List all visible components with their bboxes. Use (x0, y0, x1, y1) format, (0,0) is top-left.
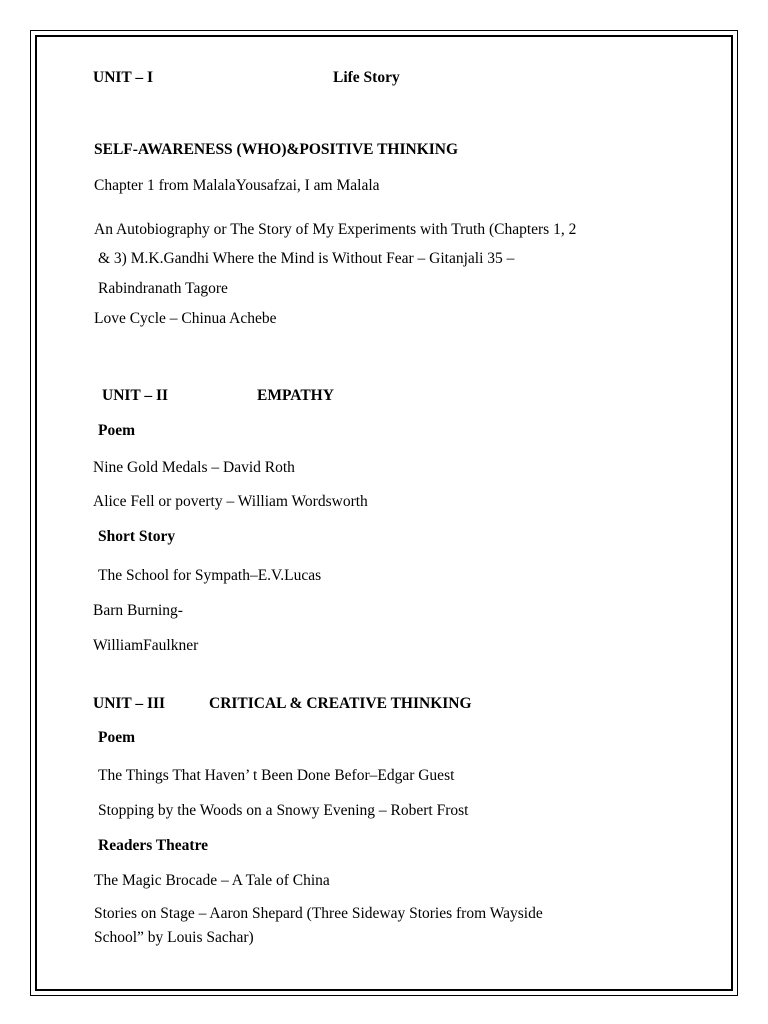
unit-3-label: UNIT – III (93, 695, 166, 712)
unit-3-poem: The Things That Haven’ t Been Done Befor–Edgar Guest (98, 767, 455, 784)
unit-3-theatre-item: Stories on Stage – Aaron Shepard (Three Sideway Stories from Wayside (94, 905, 543, 922)
unit-1-line: Chapter 1 from MalalaYousafzai, I am Malala (94, 177, 380, 194)
unit-2-story: WilliamFaulkner (93, 637, 199, 654)
unit-3-poem: Stopping by the Woods on a Snowy Evening – Robert Frost (98, 802, 469, 819)
unit-1-title: Life Story (333, 69, 400, 86)
unit-2-story-heading: Short Story (98, 528, 176, 545)
unit-1-line: Rabindranath Tagore (98, 280, 228, 297)
unit-1-heading: SELF-AWARENESS (WHO)&POSITIVE THINKING (94, 141, 459, 158)
unit-1-line: Love Cycle – Chinua Achebe (94, 310, 277, 327)
unit-1-line: An Autobiography or The Story of My Experiments with Truth (Chapters 1, 2 (94, 221, 577, 238)
unit-1-label: UNIT – I (93, 69, 154, 86)
unit-2-title: EMPATHY (257, 387, 334, 404)
unit-2-poem: Nine Gold Medals – David Roth (93, 459, 295, 476)
unit-3-theatre-item: School” by Louis Sachar) (94, 929, 254, 946)
unit-1-line: & 3) M.K.Gandhi Where the Mind is Without Fear – Gitanjali 35 – (98, 250, 515, 267)
unit-2-story: Barn Burning- (93, 602, 183, 619)
unit-2-label: UNIT – II (102, 387, 169, 404)
unit-3-title: CRITICAL & CREATIVE THINKING (209, 695, 472, 712)
unit-3-poem-heading: Poem (98, 729, 136, 746)
unit-2-poem-heading: Poem (98, 422, 136, 439)
unit-3-theatre-item: The Magic Brocade – A Tale of China (94, 872, 330, 889)
unit-2-poem: Alice Fell or poverty – William Wordsworth (93, 493, 368, 510)
unit-3-theatre-heading: Readers Theatre (98, 837, 209, 854)
unit-2-story: The School for Sympath–E.V.Lucas (98, 567, 322, 584)
